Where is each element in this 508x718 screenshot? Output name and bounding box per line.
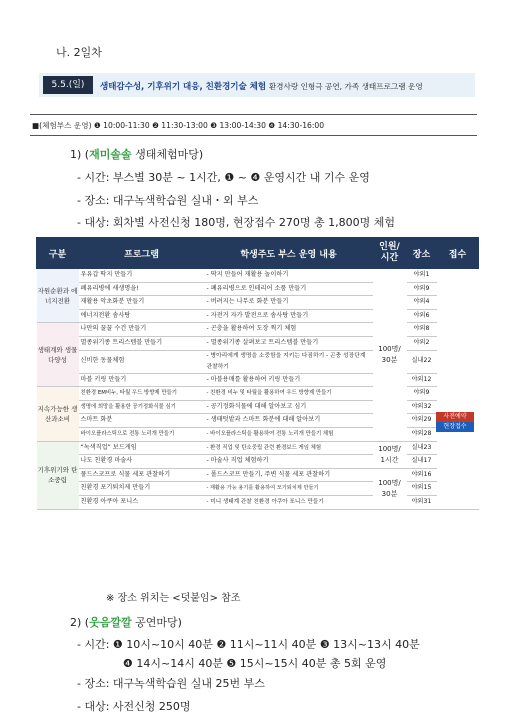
reception-onsite: 현장접수 <box>436 422 474 432</box>
program-cell: 스마트 화분 <box>79 414 205 428</box>
place-cell: 실내23 <box>407 441 437 455</box>
content-cell: - 병아리에게 생명을 소중함을 지키는 다짐하기 - 곤충 성장단계 관찰하기 <box>205 350 373 373</box>
category-cell: 지속가능한 생산과소비 <box>37 387 79 441</box>
table-row <box>37 427 479 441</box>
program-cell: 바이오플라스틱으로 전통 노리개 만들기 <box>79 427 205 441</box>
table-row <box>37 282 479 296</box>
program-cell: 우유갑 딱지 만들기 <box>79 269 205 283</box>
program-cell: 생명에 희망을 활용한 공기정화식물 심기 <box>79 400 205 414</box>
program-cell: 마블 키링 만들기 <box>79 373 205 387</box>
content-cell: - 곤충을 활용하여 도장 찍기 체험 <box>205 323 373 337</box>
persons-cell-c: 100명/ 30분 <box>373 468 407 509</box>
day-heading: 나. 2일차 <box>56 46 102 59</box>
place-cell: 실내17 <box>407 455 437 469</box>
program-table <box>36 237 479 510</box>
date-bar-highlight: 생태감수성, 기후위기 대응, 친환경기술 체험 <box>100 82 267 92</box>
section2-time-line1: - 시간: ❶ 10시~10시 40분 ❷ 11시~11시 40분 ❸ 13시~13시 40분 <box>77 638 420 651</box>
content-cell: - 자전거 자가 발전으로 솜사탕 만들기 <box>205 309 373 323</box>
content-cell: - 공기정화식물에 대해 알아보고 심기 <box>205 400 373 414</box>
place-cell: 야외31 <box>407 495 437 509</box>
content-cell: - 폴드스코프 만들기, 주변 식물 세포 관찰하기 <box>205 468 373 482</box>
place-cell: 야외9 <box>407 282 437 296</box>
table-row <box>37 482 479 496</box>
table-row <box>37 455 479 469</box>
table-row <box>37 269 479 283</box>
table-row <box>37 400 479 414</box>
program-cell: 친환경 포기퇴치제 만들기 <box>79 482 205 496</box>
content-cell: - 폐유리병으로 인테리어 소품 만들기 <box>205 282 373 296</box>
place-cell: 실내22 <box>407 350 437 373</box>
program-cell: 풀드스코프로 식물 세포 관찰하기 <box>79 468 205 482</box>
program-cell: 재활용 악초화분 만들기 <box>79 296 205 310</box>
content-cell: - 멸종위기종 살펴보고 트리스템블 만들기 <box>205 336 373 350</box>
program-cell: 나만의 꿀꿀 수건 만들기 <box>79 323 205 337</box>
header-reception: 접수 <box>437 238 479 269</box>
category-cell: 기후위기와 탄소중립 <box>37 441 79 509</box>
program-cell: “녹색직업” 보드게임 <box>79 441 205 455</box>
category-cell: 자원순환과 에너지전환 <box>37 269 79 323</box>
section1-target: - 대상: 회차별 사전신청 180명, 현장접수 270명 총 1,800명 체험 <box>77 216 396 229</box>
place-cell: 야외8 <box>407 323 437 337</box>
place-cell: 야외2 <box>407 336 437 350</box>
place-cell: 야외12 <box>407 373 437 387</box>
date-box: 5.5.(일) <box>43 76 93 94</box>
place-cell: 야외28 <box>407 427 437 441</box>
header-program: 프로그램 <box>79 238 205 269</box>
content-cell: - 마술사 직업 체험하기 <box>205 455 373 469</box>
table-row <box>37 387 479 401</box>
table-row <box>37 323 479 337</box>
section2-title-em: 웃음깔깔 <box>89 616 132 629</box>
section1-title-em: 재미솔솔 <box>89 148 132 161</box>
table-row <box>37 296 479 310</box>
place-cell: 야외4 <box>407 296 437 310</box>
reception-badge <box>436 412 474 432</box>
section1-place: - 장소: 대구녹색학습원 실내・외 부스 <box>77 194 259 207</box>
content-cell: - 버려지는 나무로 화분 만들기 <box>205 296 373 310</box>
section2-time-line2: ❹ 14시~14시 40분 ❺ 15시~15시 40분 총 5회 운영 <box>123 657 387 670</box>
table-row <box>37 309 479 323</box>
content-cell: - 미니 생태계 관찰 친환경 아쿠아 포니스 만들기 <box>205 495 373 509</box>
place-cell: 야외15 <box>407 482 437 496</box>
place-cell: 야외6 <box>407 309 437 323</box>
table-row <box>37 336 479 350</box>
section1-time: - 시간: 부스별 30분 ~ 1시간, ❶ ~ ❹ 운영시간 내 기수 운영 <box>77 171 370 184</box>
date-bar-rest: 환경사랑 인형극 공연, 가족 생태프로그램 운영 <box>268 82 423 91</box>
category-cell: 생태계와 생물다양성 <box>37 323 79 387</box>
program-cell: 친환경 아쿠아 포니스 <box>79 495 205 509</box>
table-row <box>37 495 479 509</box>
content-cell: - 재활용 가능 용기를 활용하여 모기퇴치제 만들기 <box>205 482 373 496</box>
content-cell: - 환경 직업 및 탄소중립 관련 환경보드 게임 체험 <box>205 441 373 455</box>
section2-target: - 대상: 사전신청 250명 <box>77 700 191 713</box>
table-row <box>37 468 479 482</box>
place-cell: 야외29 <box>407 414 437 428</box>
reception-preorder: 사전예약 <box>436 412 474 422</box>
persons-cell-b: 100명/ 1시간 <box>373 441 407 468</box>
schedule-line: ■(체험부스 운영) ❶ 10:00-11:30 ❷ 11:30-13:00 ❸ 13:00-14:30 ❹ 14:30-16:00 <box>32 121 325 130</box>
header-category: 구분 <box>37 238 79 269</box>
table-row <box>37 350 479 373</box>
place-cell: 야외9 <box>407 387 437 401</box>
content-cell: - 바이오플라스틱을 활용하여 전통 노리개 만들기 체험 <box>205 427 373 441</box>
program-cell: 나도 친환경 마술사 <box>79 455 205 469</box>
section2-place: - 장소: 대구녹색학습원 실내 25번 부스 <box>77 677 265 690</box>
program-cell: 폐유리병에 새생명을! <box>79 282 205 296</box>
content-cell: - 생태텃밭과 스마트 화분에 대해 알아보기 <box>205 414 373 428</box>
header-content: 학생주도 부스 운영 내용 <box>205 238 373 269</box>
program-cell: 에너지전환 솜사탕 <box>79 309 205 323</box>
header-place: 장소 <box>407 238 437 269</box>
date-bar-title <box>100 80 423 92</box>
place-cell: 야외16 <box>407 468 437 482</box>
program-cell: 멸종위기종 트리스템블 만들기 <box>79 336 205 350</box>
location-note: ※ 장소 위치는 <덧붙임> 참조 <box>106 593 241 604</box>
program-cell: 신비한 동물체험 <box>79 350 205 373</box>
content-cell: - 딱지 만들어 재활용 놀이하기 <box>205 269 373 283</box>
table-header-row <box>37 238 479 269</box>
place-cell: 야외1 <box>407 269 437 283</box>
reception-cell <box>437 269 479 510</box>
content-cell: - 친환경 비누 및 타월을 활용하여 우드 방향제 만들기 <box>205 387 373 401</box>
persons-cell-a: 100명/ 30분 <box>373 269 407 442</box>
header-persons: 인원/ 시간 <box>373 238 407 269</box>
content-cell: - 마블용매를 활용하여 키링 만들기 <box>205 373 373 387</box>
section2-title: 2) (웃음깔깔 공연마당) <box>70 616 182 629</box>
program-cell: 친환경 EM비누, 타월 우드 방향제 만들기 <box>79 387 205 401</box>
place-cell: 야외32 <box>407 400 437 414</box>
table-row <box>37 414 479 428</box>
section1-title: 1) (재미솔솔 생태체험마당) <box>70 148 204 161</box>
table-row <box>37 373 479 387</box>
table-row <box>37 441 479 455</box>
